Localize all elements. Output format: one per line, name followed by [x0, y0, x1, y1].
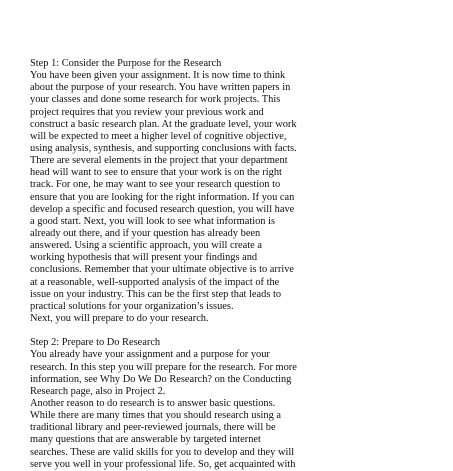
paragraph-line: at a reasonable, well-supported analysis of the impact of the	[30, 276, 280, 288]
paragraph-line: construct a basic research plan. At the graduate level, your work	[30, 118, 297, 130]
paragraph-line: conclusions. Remember that your ultimate objective is to arrive	[30, 264, 295, 276]
paragraph-line: will be expected to meet a higher level of cognitive objective,	[30, 130, 287, 142]
section-spacer	[30, 325, 430, 337]
paragraph-line: project requires that you review your previous work and	[30, 106, 264, 118]
paragraph-line: Another reason to do research is to answer basic questions.	[30, 397, 276, 409]
paragraph-line: traditional library and peer-reviewed journals, there will be	[30, 422, 276, 434]
paragraph-line: practical solutions for your organization’s issues.	[30, 300, 234, 312]
paragraph-line: information, see Why Do We Do Research? on the Conducting	[30, 373, 292, 385]
paragraph-line: You already have your assignment and a purpose for your	[30, 349, 270, 361]
paragraph-line: track. For one, he may want to see your research question to	[30, 179, 281, 191]
paragraph-line: answered. Using a scientific approach, you will create a	[30, 240, 262, 252]
paragraph-line: serve you well in your professional life. So, get acquainted with	[30, 458, 296, 470]
paragraph-line: There are several elements in the project that your department	[30, 155, 288, 167]
paragraph-line: a good start. Next, you will look to see what information is	[30, 215, 276, 227]
paragraph-line: Next, you will prepare to do your research.	[30, 312, 209, 324]
paragraph-line: issue on your industry. This can be the first step that leads to	[30, 288, 282, 300]
paragraph-line: already out there, and if your question has already been	[30, 227, 261, 239]
paragraph-line: many questions that are answerable by targeted internet	[30, 434, 261, 446]
paragraph-line: working hypothesis that will present your findings and	[30, 252, 258, 264]
step2-heading: Step 2: Prepare to Do Research	[30, 337, 161, 349]
paragraph-line: ensure that you are looking for the right information. If you can	[30, 191, 295, 203]
paragraph-line: using analysis, synthesis, and supporting conclusions with facts.	[30, 142, 297, 154]
paragraph-line: Research page, also in Project 2.	[30, 385, 166, 397]
step1-heading: Step 1: Consider the Purpose for the Research	[30, 58, 222, 69]
paragraph-line: research. In this step you will prepare for the research. For more	[30, 361, 297, 373]
paragraph-line: develop a specific and focused research question, you will have	[30, 203, 295, 215]
paragraph-line: While there are many times that you should research using a	[30, 410, 282, 422]
paragraph-line: your classes and done some research for work projects. This	[30, 94, 281, 106]
document-body	[30, 58, 430, 471]
paragraph-line: You have been given your assignment. It is now time to think	[30, 70, 286, 82]
paragraph-line: head will want to see to ensure that your work is on the right	[30, 167, 282, 179]
paragraph-line: searches. These are valid skills for you to develop and they will	[30, 446, 295, 458]
paragraph-line: about the purpose of your research. You have written papers in	[30, 82, 291, 94]
